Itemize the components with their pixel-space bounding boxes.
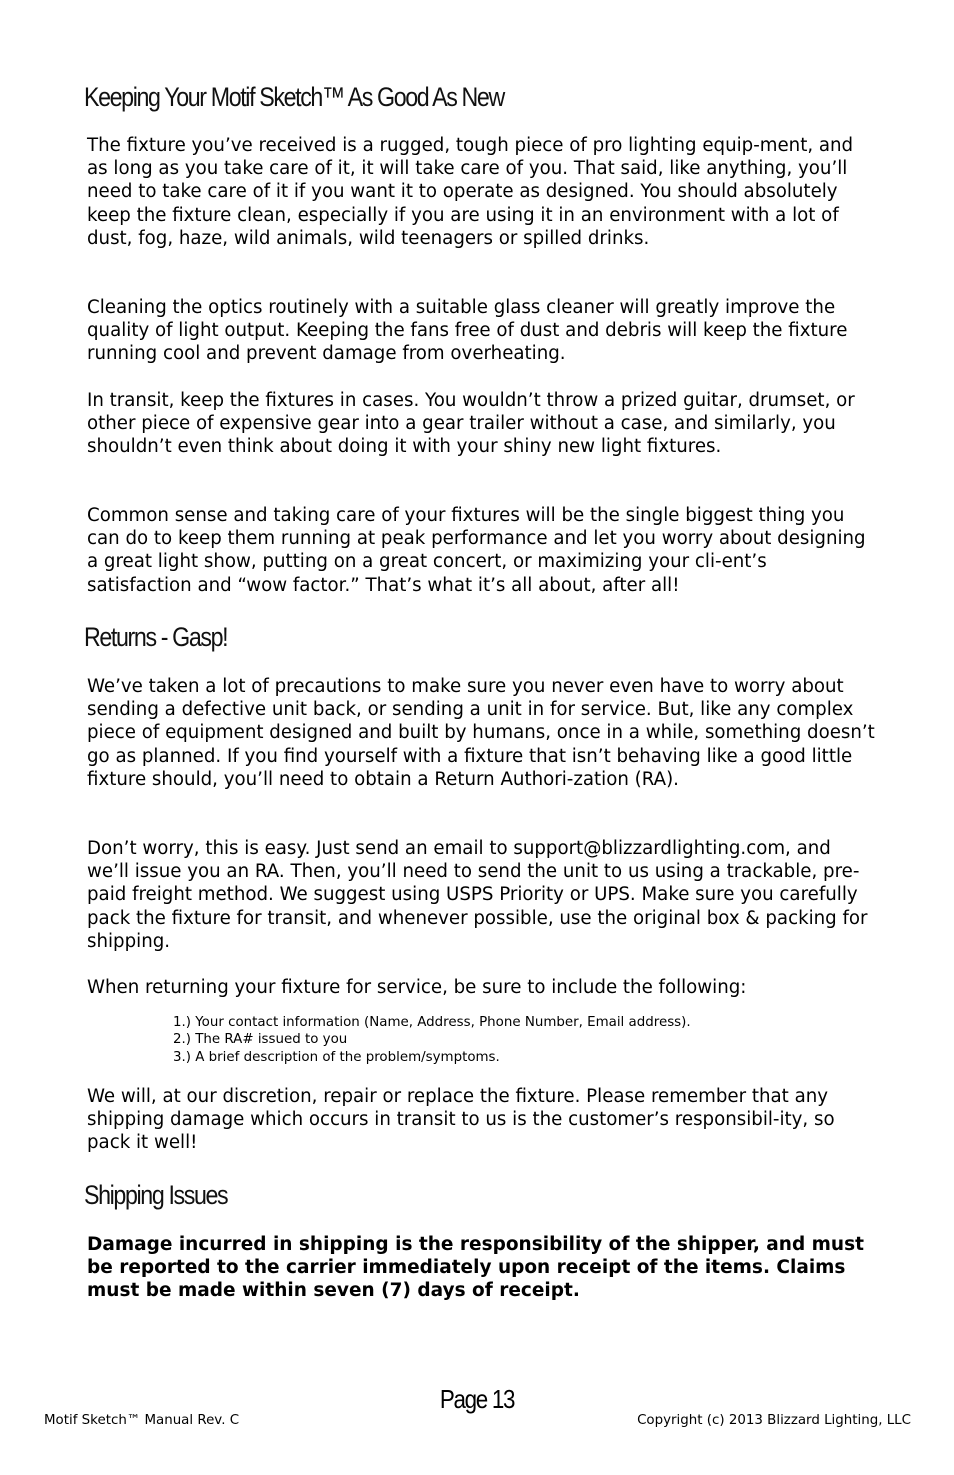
heading-care: Keeping Your Motif Sketch™ As Good As New [84,82,504,112]
list-item: 3.) A brief description of the problem/symptoms. [173,1049,500,1065]
list-item: 2.) The RA# issued to you [173,1032,348,1048]
footer-copyright: Copyright (c) 2013 Blizzard Lighting, LLC [637,1413,911,1428]
returns-paragraph-2: Don’t worry, this is easy. Just send an email to support@blizzardlighting.com, and we’ll issue you an RA. Then, you’ll need to send the unit to us using a trackable, pre-paid freight method. We suggest using USPS Priority or UPS. Make sure you carefully pack the fixture for transit, and whenever possible, use the original box & packing for shipping. [87,838,868,952]
heading-returns: Returns - Gasp! [84,622,228,652]
returns-checklist [173,1014,691,1066]
care-paragraph-2: Cleaning the optics routinely with a suitable glass cleaner will greatly improve the quality of light output. Keeping the fans free of dust and debris will keep the fixture running cool and prevent damage from overheating. [87,297,848,365]
shipping-notice: Damage incurred in shipping is the responsibility of the shipper, and must be reported to the carrier immediately upon receipt of the items. Claims must be made within seven (7) days of receipt. [87,1234,864,1302]
footer-manual-title: Motif Sketch™ Manual Rev. C [44,1413,240,1428]
list-item: 1.) Your contact information (Name, Address, Phone Number, Email address). [173,1015,691,1030]
heading-shipping: Shipping Issues [84,1180,228,1210]
page-number: Page 13 [439,1384,515,1414]
returns-paragraph-3: When returning your fixture for service, be sure to include the following: [87,977,747,998]
care-paragraph-4: Common sense and taking care of your fixtures will be the single biggest thing you can do to keep them running at peak performance and let you worry about designing a great light show, putting on a great concert, or maximizing your cli-ent’s satisfaction and “wow factor.” That’s what it’s all about, after all! [87,505,866,596]
care-paragraph-3: In transit, keep the fixtures in cases. You wouldn’t throw a prized guitar, drumset, or other piece of expensive gear into a gear trailer without a case, and similarly, you shouldn’t even think about doing it with your shiny new light fixtures. [87,390,855,458]
returns-paragraph-1: We’ve taken a lot of precautions to make sure you never even have to worry about sending a defective unit back, or sending a unit in for service. But, like any complex piece of equipment designed and built by humans, once in a while, something doesn’t go as planned. If you find yourself with a fixture that isn’t behaving like a good little fixture should, you’ll need to obtain a Return Authori-zation (RA). [87,676,875,790]
care-paragraph-1: The fixture you’ve received is a rugged, tough piece of pro lighting equip-ment, and as long as you take care of it, it will take care of you. That said, like anything, you’ll need to take care of it if you want it to operate as designed. You should absolutely keep the fixture clean, especially if you are using it in an environment with a lot of dust, fog, haze, wild animals, wild teenagers or spilled drinks. [87,135,854,249]
returns-closing: We will, at our discretion, repair or replace the fixture. Please remember that any shipping damage which occurs in transit to us is the customer’s responsibil-ity, so pack it well! [87,1086,835,1154]
